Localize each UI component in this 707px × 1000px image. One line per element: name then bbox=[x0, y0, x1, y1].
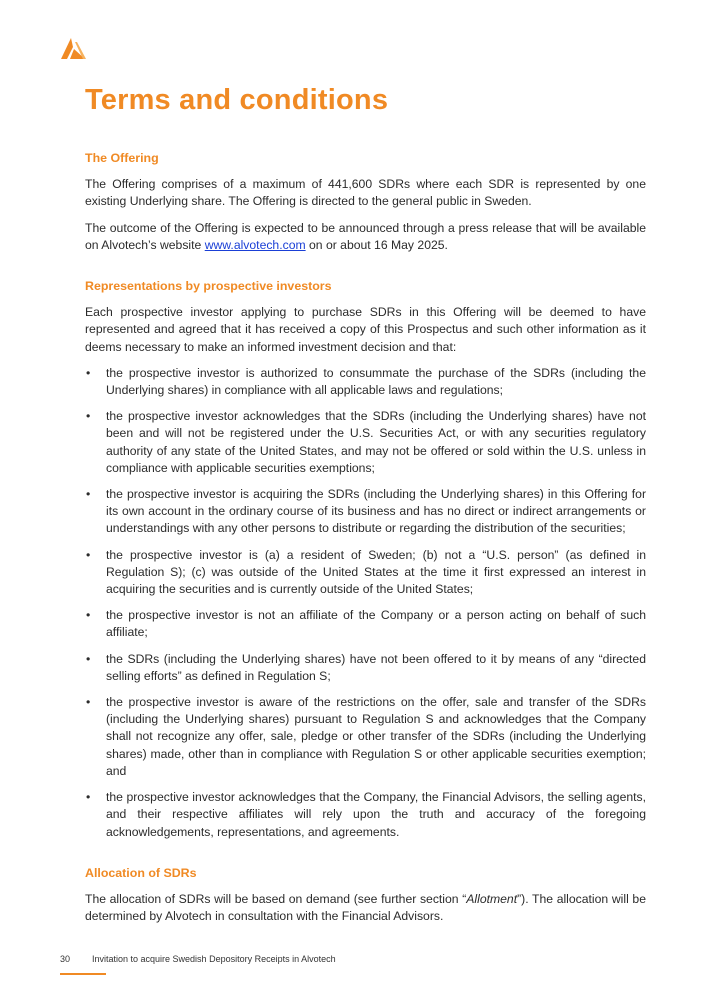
list-item-text: the SDRs (including the Underlying shares) have not been offered to it by means of any “directed selling efforts” as defined in Regulation S; bbox=[106, 651, 646, 683]
allotment-reference: Allotment bbox=[466, 891, 518, 906]
list-item bbox=[85, 694, 646, 780]
document-body bbox=[85, 150, 646, 949]
offering-paragraph-1: The Offering comprises of a maximum of 441,600 SDRs where each SDR is represented by one existing Underlying share. The Offering is directed to the general public in Sweden. bbox=[85, 177, 646, 209]
list-item-text: the prospective investor is not an affiliate of the Company or a person acting on behalf of such affiliate; bbox=[106, 608, 646, 640]
section-representations bbox=[85, 278, 646, 841]
offering-p2-text-before: The outcome of the Offering is expected to be announced through a press release that will be available on Alvotech’s website bbox=[85, 220, 646, 252]
list-item-text: the prospective investor acknowledges that the Company, the Financial Advisors, the selling agents, and their respective affiliates will rely upon the truth and accuracy of the foregoing acknowledgements, representations, and agreements. bbox=[106, 790, 646, 839]
list-item bbox=[85, 365, 646, 399]
bullet-icon: • bbox=[86, 547, 91, 562]
alvotech-website-link[interactable]: www.alvotech.com bbox=[204, 237, 306, 252]
alvotech-logo-icon bbox=[60, 38, 86, 60]
representations-intro: Each prospective investor applying to purchase SDRs in this Offering will be deemed to have represented and agreed that it has received a copy of this Prospectus and such other information as it deems necessary to make an informed investment decision and that: bbox=[85, 305, 646, 354]
allocation-text-before: The allocation of SDRs will be based on demand (see further section “ bbox=[85, 891, 467, 906]
bullet-icon: • bbox=[86, 790, 91, 805]
bullet-icon: • bbox=[86, 608, 91, 623]
footer-text: Invitation to acquire Swedish Depository Receipts in Alvotech bbox=[92, 954, 336, 964]
offering-p2-text-after: on or about 16 May 2025. bbox=[305, 237, 448, 252]
list-item bbox=[85, 408, 646, 477]
allocation-text-after: ”). The allocation will be determined by Alvotech in consultation with the Financial Advisors. bbox=[85, 891, 646, 924]
representations-list bbox=[85, 365, 646, 841]
section-heading-offering: The Offering bbox=[85, 151, 159, 165]
footer-divider bbox=[60, 973, 106, 975]
list-item bbox=[85, 486, 646, 538]
section-allocation bbox=[85, 865, 646, 926]
list-item-text: the prospective investor is acquiring the SDRs (including the Underlying shares) in this Offering for its own account in the ordinary course of its business and has no direct or indirect arrangements or understandings with any other persons to distribute or regarding the distribution of the securities; bbox=[106, 487, 646, 536]
list-item bbox=[85, 547, 646, 599]
section-offering bbox=[85, 150, 646, 254]
bullet-icon: • bbox=[86, 365, 91, 380]
allocation-paragraph bbox=[85, 891, 646, 925]
list-item bbox=[85, 607, 646, 641]
list-item bbox=[85, 651, 646, 685]
page-title: Terms and conditions bbox=[85, 84, 389, 116]
list-item-text: the prospective investor is aware of the restrictions on the offer, sale and transfer of the SDRs (including the Underlying shares) pursuant to Regulation S and acknowledges that the Company shall not recognize any offer, sale, pledge or other transfer of the SDRs (including the Underlying shares) made, other than in compliance with Regulation S or other applicable securities exemption; and bbox=[106, 695, 646, 778]
section-heading-representations: Representations by prospective investors bbox=[85, 279, 332, 294]
bullet-icon: • bbox=[86, 651, 91, 666]
list-item bbox=[85, 789, 646, 841]
bullet-icon: • bbox=[86, 695, 91, 710]
list-item-text: the prospective investor is authorized to consummate the purchase of the SDRs (including the Underlying shares) in compliance with all applicable laws and regulations; bbox=[106, 365, 646, 398]
page-number: 30 bbox=[60, 954, 71, 964]
bullet-icon: • bbox=[86, 487, 91, 502]
bullet-icon: • bbox=[86, 409, 91, 424]
offering-paragraph-2 bbox=[85, 220, 646, 254]
list-item-text: the prospective investor is (a) a resident of Sweden; (b) not a “U.S. person” (as defined in Regulation S); (c) was outside of the United States at the time it first expressed an interest in acquiring the securities and is currently outside of the United States; bbox=[106, 547, 646, 597]
list-item-text: the prospective investor acknowledges that the SDRs (including the Underlying shares) have not been and will not be registered under the U.S. Securities Act, or with any securities regulatory authority of any state of the United States, and may not be offered or sold within the U.S. unless in compliance with applicable securities exemptions; bbox=[106, 409, 646, 475]
page-footer bbox=[60, 954, 336, 964]
section-heading-allocation: Allocation of SDRs bbox=[85, 865, 197, 880]
